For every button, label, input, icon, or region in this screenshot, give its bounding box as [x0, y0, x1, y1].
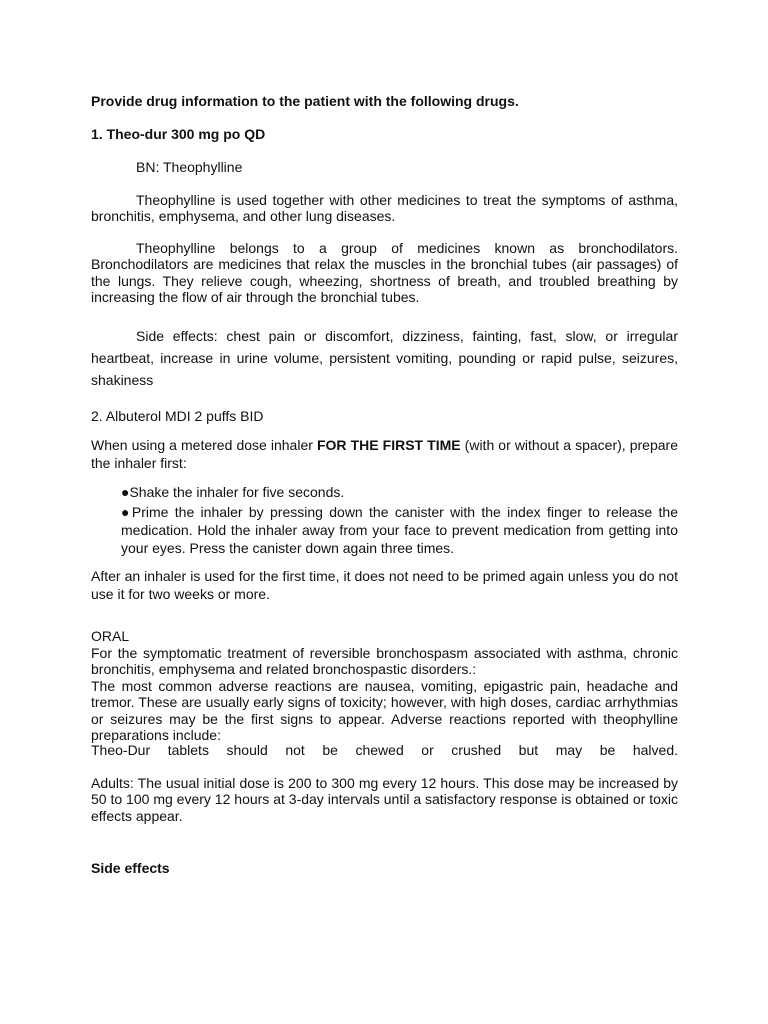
drug1-brand-name: BN: Theophylline	[136, 159, 243, 175]
drug1-paragraph-2: Theophylline belongs to a group of medicines known as bronchodilators. Bronchodilators are medicines that relax the muscles in the bronchial tubes (air passages) of the lungs. They relieve cough, wheezing, shortness of breath, and troubled breathing by increasing the flow of air through the bronchial tubes.	[91, 240, 678, 305]
drug1-paragraph-1: Theophylline is used together with other medicines to treat the symptoms of asthma, bronchitis, emphysema, and other lung diseases.	[91, 192, 678, 225]
oral-indication: For the symptomatic treatment of reversible bronchospasm associated with asthma, chronic bronchitis, emphysema and related bronchospastic disorders.:	[91, 645, 678, 678]
oral-adverse-reactions: The most common adverse reactions are nausea, vomiting, epigastric pain, headache and tremor. These are usually early signs of toxicity; however, with high doses, cardiac arrhythmias or seizures may be the first signs to appear. Adverse reactions reported with theophylline preparations include:	[91, 678, 678, 743]
side-effects-heading: Side effects	[91, 860, 170, 876]
list-item-text: Shake the inhaler for five seconds.	[129, 484, 345, 500]
oral-tablet-instructions: Theo-Dur tablets should not be chewed or crushed but may be halved.	[91, 742, 678, 758]
bullet-icon: ●	[121, 504, 132, 520]
drug2-title: 2. Albuterol MDI 2 puffs BID	[91, 408, 264, 424]
document-heading: Provide drug information to the patient with the following drugs.	[91, 93, 519, 109]
drug2-after-first-use: After an inhaler is used for the first time, it does not need to be primed again unless you do not use it for two weeks or more.	[91, 568, 678, 602]
oral-adult-dosing: Adults: The usual initial dose is 200 to 300 mg every 12 hours. This dose may be increased by 50 to 100 mg every 12 hours at 3-day intervals until a satisfactory response is obtained or toxic effects appear.	[91, 775, 678, 824]
drug2-intro-emphasis: FOR THE FIRST TIME	[316, 437, 461, 453]
list-item	[121, 483, 678, 501]
document-page	[91, 0, 678, 1024]
drug2-intro-text-end: (with or without a spacer), prepare the inhaler first:	[91, 437, 678, 471]
oral-label: ORAL	[91, 628, 130, 644]
drug1-side-effects: Side effects: chest pain or discomfort, dizziness, fainting, fast, slow, or irregular heartbeat, increase in urine volume, persistent vomiting, pounding or rapid pulse, seizures, shakiness	[91, 328, 678, 388]
bullet-icon: ●	[121, 484, 130, 500]
drug2-intro-text: When using a metered dose inhaler	[91, 437, 317, 453]
list-item	[121, 503, 678, 557]
drug1-title: 1. Theo-dur 300 mg po QD	[91, 126, 266, 142]
drug2-intro	[91, 436, 678, 472]
list-item-text: Prime the inhaler by pressing down the canister with the index finger to release the medication. Hold the inhaler away from your face to prevent medication from getting into your eyes. Press the canister down again three times.	[121, 504, 678, 556]
